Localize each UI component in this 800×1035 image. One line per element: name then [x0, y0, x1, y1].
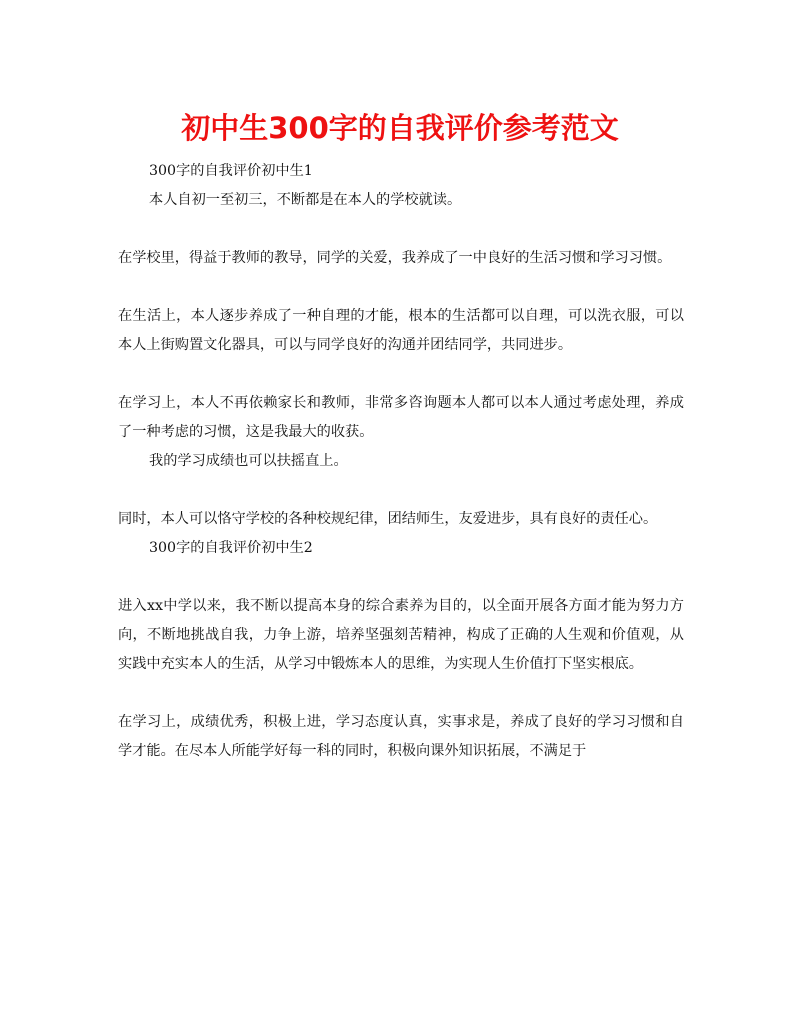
paragraph-spacer: [118, 360, 684, 389]
paragraph: 300字的自我评价初中生1: [149, 163, 313, 179]
paragraph: 在学习上，成绩优秀，积极上进，学习态度认真，实事求是，养成了良好的学习习惯和自学才能。在尽本人所能学好每一科的同时，积极向课外知识拓展，不满足于: [118, 714, 684, 759]
paragraph: 本人自初一至初三，不断都是在本人的学校就读。: [149, 192, 462, 208]
paragraph-spacer: [118, 476, 684, 505]
paragraph: 在学校里，得益于教师的教导，同学的关爱，我养成了一中良好的生活习惯和学习习惯。: [118, 250, 672, 266]
paragraph: 在生活上，本人逐步养成了一种自理的才能，根本的生活都可以自理，可以洗衣服，可以本人上街购置文化器具，可以与同学良好的沟通并团结同学，共同进步。: [118, 308, 684, 353]
document-title: 初中生300字的自我评价参考范文: [181, 111, 619, 145]
paragraph-spacer: [118, 563, 684, 592]
paragraph: 同时，本人可以恪守学校的各种校规纪律，团结师生，友爱进步，具有良好的责任心。: [118, 511, 658, 527]
paragraph: 在学习上，本人不再依赖家长和教师，非常多咨询题本人都可以本人通过考虑处理，养成了一种考虑的习惯，这是我最大的收获。: [118, 395, 684, 440]
paragraph-spacer: [118, 273, 684, 302]
document-body: [118, 157, 684, 766]
paragraph: 300字的自我评价初中生2: [149, 540, 313, 556]
paragraph-spacer: [118, 679, 684, 708]
paragraph: 我的学习成绩也可以扶摇直上。: [149, 453, 348, 469]
paragraph: 进入xx中学以来，我不断以提高本身的综合素养为目的，以全面开展各方面才能为努力方向，不断地挑战自我，力争上游，培养坚强刻苦精神，构成了正确的人生观和价值观，从实践中充实本人的生活，从学习中锻炼本人的思维，为实现人生价值打下坚实根底。: [118, 598, 684, 672]
paragraph-spacer: [118, 215, 684, 244]
